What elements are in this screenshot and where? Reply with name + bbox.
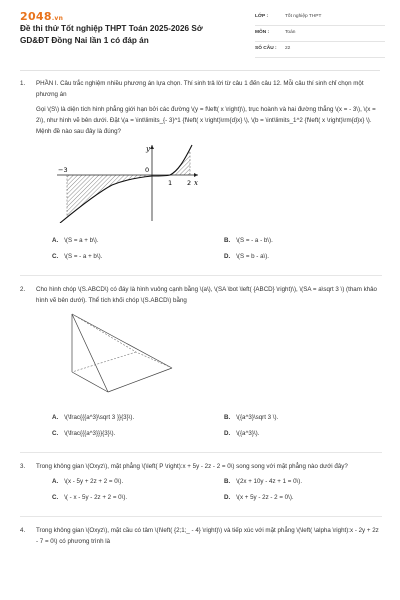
edge-DA [72, 352, 136, 372]
tick-label-2: 2 [187, 179, 192, 187]
y-axis-arrow-icon [150, 145, 154, 149]
answer-option-a[interactable]: A. \(S = a + b\). [52, 237, 99, 244]
exam-content [20, 78, 382, 555]
header-divider [20, 70, 380, 71]
answer-option-a[interactable]: A. \(\frac{{{a^3}\sqrt 3 }}{3}\). [52, 414, 135, 421]
answer-option-d[interactable]: D. \({a^3}\). [224, 430, 260, 437]
answer-option-b[interactable]: B. \(2x + 10y - 4z + 1 = 0\). [224, 478, 303, 485]
question-divider [20, 516, 382, 517]
options-row [36, 476, 382, 492]
question-number: 3. [20, 463, 26, 470]
answer-option-a[interactable]: A. \(x - 5y + 2z + 2 = 0\). [52, 478, 124, 485]
x-axis-arrow-icon [194, 173, 198, 177]
page-title: Đề thi thử Tốt nghiệp THPT Toán 2025-2026 Sở GD&ĐT Đồng Nai lần 1 có đáp án [20, 24, 203, 45]
question-number: 4. [20, 527, 26, 534]
edge-BC [108, 368, 172, 392]
answer-options [36, 476, 382, 508]
answer-option-c[interactable]: C. \( - x - 5y - 2z + 2 = 0\). [52, 494, 128, 501]
function-graph [52, 141, 382, 227]
answer-option-b[interactable]: B. \({a^3}\sqrt 3 \). [224, 414, 279, 421]
edge-SD [72, 314, 136, 352]
edge-SC [72, 314, 172, 368]
meta-value: 22 [285, 46, 291, 51]
options-row [36, 235, 382, 251]
section-intro: PHẦN I. Câu trắc nghiệm nhiều phương án lựa chọn. Thí sinh trả lời từ câu 1 đến câu 12. Mỗi câu thí sinh chỉ chọn một phương án [36, 80, 364, 98]
answer-options [36, 235, 382, 267]
question-2 [20, 284, 382, 444]
function-graph-svg [52, 141, 202, 223]
question-text: Trong không gian \(Oxyz\), mặt phẳng \(\left( P \right):x + 5y - 2z - 2 = 0\) song song với mặt phẳng nào dưới đây? [36, 463, 348, 470]
answer-option-c[interactable]: C. \(\frac{{{a^3}}}{3}\). [52, 430, 116, 437]
question-4 [20, 525, 382, 547]
meta-value: Tốt nghiệp THPT [285, 14, 322, 19]
question-3 [20, 461, 382, 508]
answer-option-c[interactable]: C. \(S = - a + b\). [52, 253, 103, 260]
question-number: 2. [20, 286, 26, 293]
answer-option-d[interactable]: D. \(S = b - a\). [224, 253, 270, 260]
shaded-region-left [67, 175, 152, 217]
edge-AB [72, 372, 108, 392]
question-divider [20, 275, 382, 276]
axis-label-x: x [194, 179, 198, 187]
tick-label-1: 1 [168, 179, 173, 187]
pyramid-svg [52, 310, 192, 400]
meta-row-count [255, 44, 385, 58]
meta-label: LỚP : [255, 14, 269, 19]
meta-row-subject [255, 28, 385, 42]
meta-value: Toán [285, 30, 296, 35]
question-text: Cho hình chóp \(S.ABCD\) có đáy là hình vuông cạnh bằng \(a\), \(SA \bot \left( {ABCD} \right)\), \(SA = a\sqrt 3 \) (tham khảo hình vẽ bên dưới). Thể tích khối chóp \(S.ABCD\) bằng [36, 286, 377, 304]
options-row [36, 251, 382, 267]
axis-label-y: y [146, 145, 150, 153]
edge-CD [136, 352, 172, 368]
header [0, 0, 400, 64]
origin-label: 0 [145, 166, 150, 174]
answer-option-b[interactable]: B. \(S = - a - b\). [224, 237, 273, 244]
question-divider [20, 452, 382, 453]
question-number: 1. [20, 80, 26, 87]
site-logo[interactable]: 2048.vn [20, 10, 64, 23]
edge-SB [72, 314, 108, 392]
options-row [36, 428, 382, 444]
exam-meta [255, 12, 385, 60]
answer-options [36, 412, 382, 444]
meta-row-class [255, 12, 385, 26]
tick-label-neg3: −3 [58, 166, 68, 174]
meta-label: MÔN : [255, 30, 270, 35]
options-row [36, 492, 382, 508]
question-text: Trong không gian \(Oxyz\), mặt cầu có tâm \(I\left( {2;1;_ - 4} \right)\) và tiếp xúc với mặt phẳng \(\left( \alpha \right):x - 2y + 2z - 7 = 0\) có phương trình là [36, 527, 379, 545]
pyramid-figure [52, 310, 382, 404]
options-row [36, 412, 382, 428]
question-text: Gọi \(S\) là diện tích hình phẳng giới hạn bởi các đường \(y = f\left( x \right)\), trục hoành và hai đường thẳng \(x = - 3\), \(x = 2\), như hình vẽ bên dưới. Đặt \(a = \int\limits_{- 3}^1 {f\left( x \right)\rm{d}x} \), \(b = \int\limits_1^2 {f\left( x \right)\rm{d}x} \). Mệnh đề nào sau đây là đúng? [36, 106, 376, 135]
answer-option-d[interactable]: D. \(x + 5y - 2z - 2 = 0\). [224, 494, 294, 501]
meta-label: SỐ CÂU : [255, 46, 277, 51]
question-1 [20, 78, 382, 267]
